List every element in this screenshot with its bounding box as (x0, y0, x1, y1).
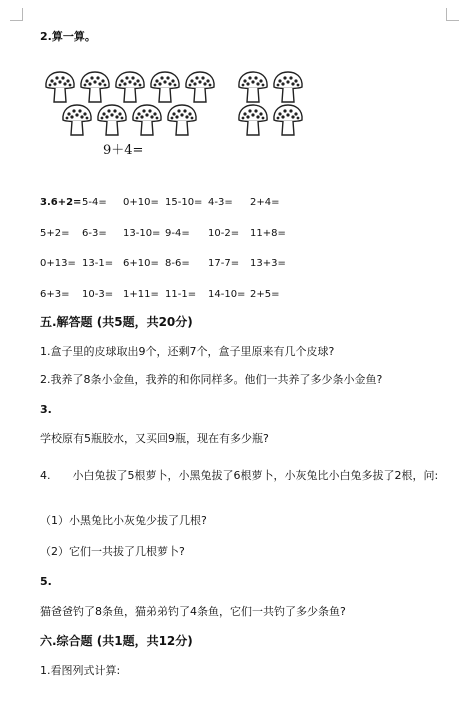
page-corner-mark (446, 8, 459, 21)
question-2-title: 2.算一算。 (40, 30, 96, 43)
arithmetic-item: 17-7= (208, 258, 240, 269)
equation-label: 9＋4= (103, 143, 144, 158)
arithmetic-item: 10-2= (208, 228, 240, 239)
mushroom-icon (272, 70, 304, 104)
arithmetic-item: 13+3= (250, 258, 286, 269)
arithmetic-item: 6-3= (82, 228, 107, 239)
section-5-question-4-part-2: （2）它们一共拔了几根萝卜? (40, 545, 185, 558)
arithmetic-item: 5-4= (82, 197, 107, 208)
mushroom-icon (79, 70, 111, 104)
mushroom-icon (96, 103, 128, 137)
section-5-question-5-number: 5. (40, 575, 52, 588)
arithmetic-item: 11+8= (250, 228, 286, 239)
mushroom-icon (149, 70, 181, 104)
arithmetic-item: 15-10= (165, 197, 203, 208)
mushroom-icon (237, 70, 269, 104)
arithmetic-item: 4-3= (208, 197, 233, 208)
arithmetic-item: 14-10= (208, 289, 246, 300)
arithmetic-item: 2+4= (250, 197, 280, 208)
mushroom-icon (237, 103, 269, 137)
arithmetic-item: 0+10= (123, 197, 159, 208)
arithmetic-item: 9-4= (165, 228, 190, 239)
section-5-question-5: 猫爸爸钓了8条鱼，猫弟弟钓了4条鱼，它们一共钓了多少条鱼? (40, 605, 346, 618)
mushroom-icon (44, 70, 76, 104)
mushroom-icon (131, 103, 163, 137)
arithmetic-item: 2+5= (250, 289, 280, 300)
section-6-question-1: 1.看图列式计算: (40, 664, 121, 677)
arithmetic-item: 3.6+2= (40, 197, 82, 208)
arithmetic-item: 13-10= (123, 228, 161, 239)
arithmetic-item: 0+13= (40, 258, 76, 269)
section-5-question-3-number: 3. (40, 403, 52, 416)
mushroom-icon (61, 103, 93, 137)
section-5-question-1: 1.盒子里的皮球取出9个，还剩7个，盒子里原来有几个皮球? (40, 345, 335, 358)
section-5-question-2: 2.我养了8条小金鱼，我养的和你同样多。他们一共养了多少条小金鱼? (40, 373, 383, 386)
mushroom-icon (272, 103, 304, 137)
section-5-question-4: 4. 小白兔拔了5根萝卜，小黑兔拔了6根萝卜，小灰兔比小白兔多拔了2根，问: (40, 469, 439, 482)
section-6-title: 六.综合题 (共1题，共12分) (40, 634, 193, 648)
arithmetic-item: 10-3= (82, 289, 114, 300)
mushroom-icon (166, 103, 198, 137)
section-5-question-3: 学校原有5瓶胶水，又买回9瓶，现在有多少瓶? (40, 432, 269, 445)
arithmetic-item: 6+3= (40, 289, 70, 300)
arithmetic-item: 6+10= (123, 258, 159, 269)
arithmetic-item: 5+2= (40, 228, 70, 239)
section-5-title: 五.解答题 (共5题，共20分) (40, 315, 193, 329)
page-corner-mark (10, 8, 23, 21)
arithmetic-item: 1+11= (123, 289, 159, 300)
arithmetic-item: 11-1= (165, 289, 197, 300)
arithmetic-item: 8-6= (165, 258, 190, 269)
mushroom-icon (184, 70, 216, 104)
mushroom-icon (114, 70, 146, 104)
arithmetic-item: 13-1= (82, 258, 114, 269)
section-5-question-4-part-1: （1）小黑兔比小灰兔少拔了几根? (40, 514, 207, 527)
